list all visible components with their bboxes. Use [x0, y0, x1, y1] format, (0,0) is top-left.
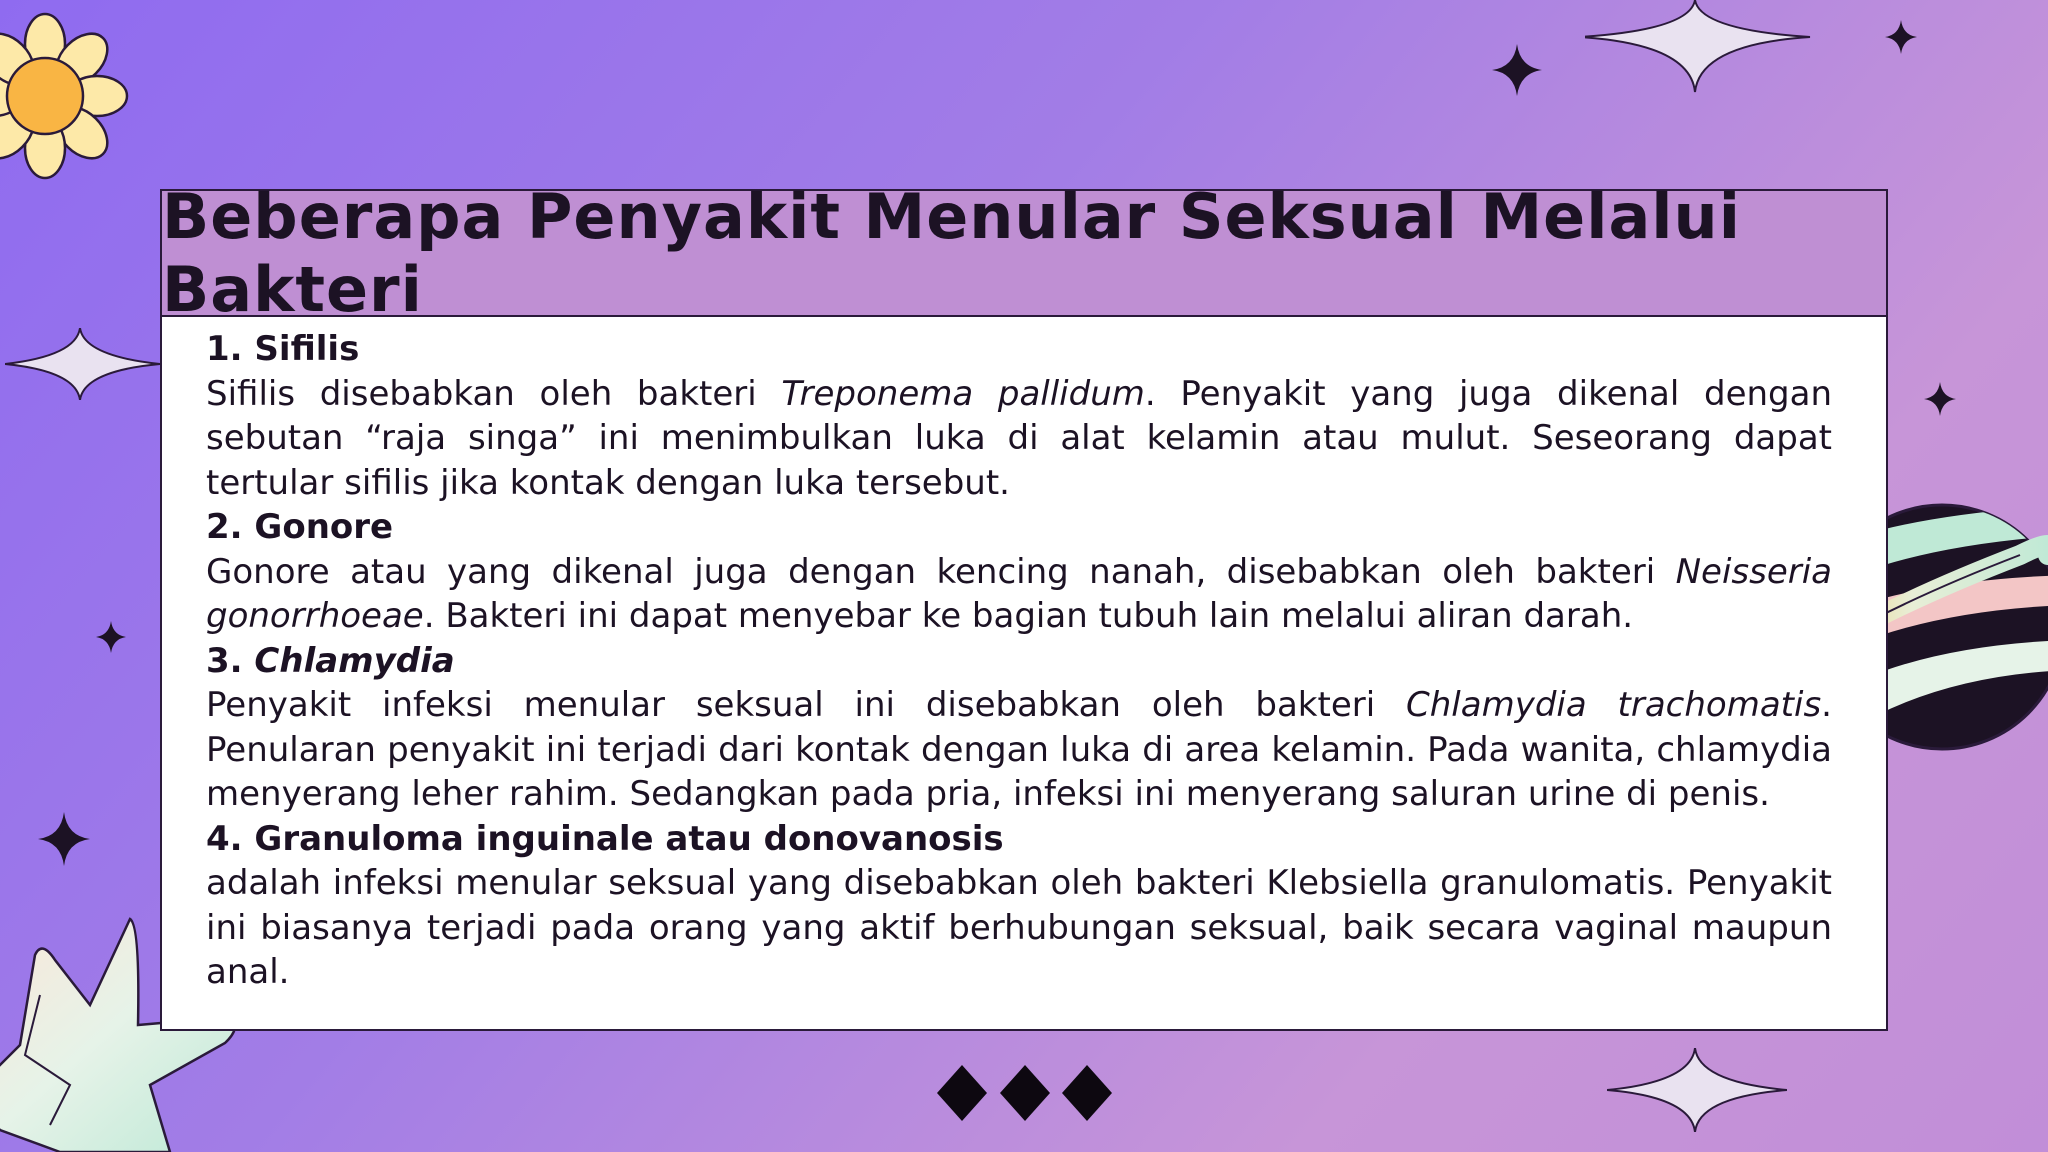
content-card: [160, 180, 1888, 1031]
sparkle-icon: [1607, 1048, 1787, 1132]
bacteria-name: Neisseria gonorrhoeae: [206, 551, 1832, 636]
bacteria-name: Chlamydia trachomatis: [1406, 685, 1822, 725]
item-heading-gonore: [206, 505, 1832, 550]
item-text-granuloma: [206, 861, 1832, 995]
sparkle-icon: [1885, 20, 1917, 54]
text-segment: Penyakit infeksi menular seksual ini disebabkan oleh bakteri: [206, 685, 1407, 725]
item-number: 4.: [206, 818, 243, 859]
item-heading-sifilis: [206, 327, 1832, 372]
text-segment: . Penularan penyakit ini terjadi dari kontak dengan luka di area kelamin. Pada wanita, chlamydia menyerang leher rahim. Sedangkan pada pria, infeksi ini menyerang saluran urine di penis.: [206, 685, 1832, 814]
card-header: [162, 180, 1886, 326]
card-body: [162, 317, 1886, 995]
item-heading-granuloma: [206, 817, 1832, 862]
item-number: 2.: [206, 507, 243, 547]
text-segment: Gonore atau yang dikenal juga dengan kencing nanah, disebabkan oleh bakteri: [206, 551, 1676, 592]
sparkle-icon: [1492, 44, 1542, 96]
item-number: 3.: [206, 640, 243, 681]
sparkle-icon: [1585, 0, 1815, 96]
item-heading-text: Granuloma inguinale atau donovanosis: [254, 818, 1004, 859]
bacteria-name: Treponema pallidum: [781, 373, 1145, 414]
item-text-gonore: [206, 550, 1832, 639]
slide-title: Beberapa Penyakit Menular Seksual Melalui Bakteri: [162, 180, 1741, 326]
item-heading-text: Chlamydia: [254, 640, 455, 681]
text-segment: . Bakteri ini dapat menyebar ke bagian tubuh lain melalui aliran darah.: [423, 596, 1634, 636]
item-heading-text: Gonore: [254, 507, 394, 547]
item-heading-text: Sifilis: [254, 329, 360, 369]
text-segment: . Penyakit yang juga dikenal dengan sebutan “raja singa” ini menimbulkan luka di alat kelamin atau mulut. Seseorang dapat tertular sifilis jika kontak dengan luka tersebut.: [206, 373, 1832, 503]
diamond-icon: [935, 1063, 1115, 1123]
sparkle-icon: [1924, 382, 1956, 416]
item-text-chlamydia: [206, 683, 1832, 817]
flower-icon: [0, 8, 130, 183]
sparkle-icon: [96, 621, 126, 653]
item-number: 1.: [206, 329, 243, 369]
sparkle-icon: [5, 328, 160, 400]
item-heading-chlamydia: [206, 639, 1832, 684]
text-segment: adalah infeksi menular seksual yang disebabkan oleh bakteri Klebsiella granulomatis. Penyakit ini biasanya terjadi pada orang yang aktif berhubungan seksual, baik secara vaginal maupun anal.: [206, 863, 1832, 992]
sparkle-icon: [38, 812, 90, 866]
text-segment: Sifilis disebabkan oleh bakteri: [206, 373, 782, 414]
item-text-sifilis: [206, 372, 1832, 506]
